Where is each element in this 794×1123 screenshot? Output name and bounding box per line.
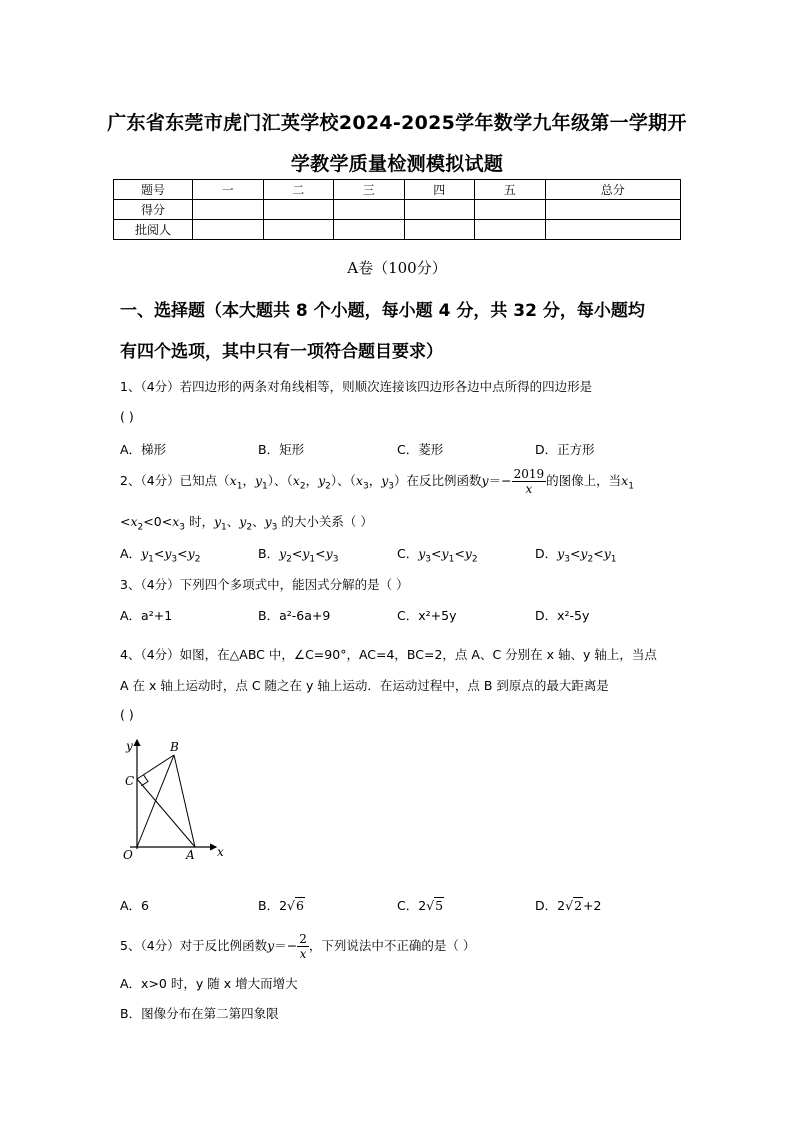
label-y: y	[126, 739, 133, 753]
q1-option-b[interactable]: B．矩形	[258, 442, 305, 457]
section-title: A卷（100分）	[347, 259, 447, 277]
segment-ca	[137, 779, 195, 847]
q1-option-c[interactable]: C．菱形	[397, 442, 444, 457]
label-a: A	[186, 848, 195, 862]
q2-mid: 在反比例函数	[406, 473, 482, 488]
score-row-label: 得分	[114, 200, 193, 220]
q4-option-c[interactable]: C．2√5	[397, 898, 444, 913]
label-c: C	[125, 774, 135, 788]
q1-answer-paren: ( )	[120, 409, 134, 424]
q2-line2-suffix: 的大小关系（ ）	[281, 514, 373, 529]
part1-heading-line1: 一、选择题（本大题共 8 个小题，每小题 4 分，共 32 分，每小题均	[120, 301, 645, 321]
score-table-row	[114, 220, 681, 240]
q4-option-d[interactable]: D．2√2+2	[535, 898, 602, 913]
q2-option-a[interactable]: A．$y_1<y_3<y_2$	[120, 546, 201, 565]
q4-line1: 4、（4分）如图，在△ABC 中，∠C=90°，AC=4，BC=2，点 A、C 分别在 x 轴、y 轴上，当点	[120, 647, 657, 662]
label-b: B	[170, 740, 179, 754]
q5-option-a[interactable]: A．x>0 时，y 随 x 增大而增大	[120, 976, 298, 991]
q1-text: 1、（4分）若四边形的两条对角线相等，则顺次连接该四边形各边中点所得的四边形是	[120, 379, 593, 394]
exam-title-line2: 学教学质量检测模拟试题	[290, 153, 504, 175]
label-o: O	[123, 848, 133, 862]
score-cell[interactable]	[334, 220, 405, 240]
q3-option-b[interactable]: B．a²-6a+9	[258, 608, 331, 623]
score-header-cell: 二	[263, 180, 334, 200]
q4-line2: A 在 x 轴上运动时，点 C 随之在 y 轴上运动．在运动过程中，点 B 到原点的最大距离是	[120, 678, 609, 693]
q2-fraction: $\frac{2019}{x}$	[513, 467, 545, 496]
score-cell[interactable]	[545, 200, 681, 220]
score-cell[interactable]	[404, 200, 475, 220]
score-cell[interactable]	[475, 220, 546, 240]
q2-option-b[interactable]: B．$y_2<y_1<y_3$	[258, 546, 339, 565]
score-cell[interactable]	[193, 200, 264, 220]
q5-line1: 5、（4分）对于反比例函数y＝− $\frac{2}{x}$ ，下列说法中不正确的是（ ）	[120, 932, 476, 961]
segment-ba	[174, 755, 195, 847]
q2-line2: $<x_2<0<x_3$ 时，$y_1$、$y_2$、$y_3$ 的大小关系（ ）	[120, 514, 373, 533]
score-header-cell: 四	[404, 180, 475, 200]
q3-option-d[interactable]: D．x²-5y	[535, 608, 590, 623]
score-header-cell: 一	[193, 180, 264, 200]
q4-option-b[interactable]: B．2√6	[258, 898, 304, 913]
score-row-label: 批阅人	[114, 220, 193, 240]
score-cell[interactable]	[263, 200, 334, 220]
q5-option-b[interactable]: B．图像分布在第二第四象限	[120, 1006, 279, 1021]
q4-option-a[interactable]: A．6	[120, 898, 150, 913]
score-header-cell: 三	[334, 180, 405, 200]
score-header-cell: 总分	[545, 180, 681, 200]
q5-suffix: ，下列说法中不正确的是（ ）	[308, 938, 476, 953]
segment-cb	[137, 755, 174, 779]
score-table	[113, 179, 681, 240]
q4-answer-paren: ( )	[120, 707, 134, 722]
q4-figure	[118, 735, 238, 865]
q2-line1: 2、（4分）已知点（$x_1$，$y_1$）、（$x_2$，$y_2$）、（$x_3$，$y_3$）在反比例函数y＝− $\frac{2019}{x}$ 的图像上，当$x_1$	[120, 467, 634, 496]
score-cell[interactable]	[334, 200, 405, 220]
score-cell[interactable]	[475, 200, 546, 220]
score-header-cell: 题号	[114, 180, 193, 200]
q1-option-d[interactable]: D．正方形	[535, 442, 595, 457]
score-table-header-row	[114, 180, 681, 200]
q2-suffix: 的图像上，当	[546, 473, 622, 488]
exam-title-line1: 广东省东莞市虎门汇英学校2024-2025学年数学九年级第一学期开	[107, 112, 687, 134]
score-cell[interactable]	[404, 220, 475, 240]
score-cell[interactable]	[545, 220, 681, 240]
q5-prefix: 5、（4分）对于反比例函数	[120, 938, 268, 953]
score-cell[interactable]	[193, 220, 264, 240]
q2-option-d[interactable]: D．$y_3<y_2<y_1$	[535, 546, 617, 565]
score-table-row	[114, 200, 681, 220]
label-x: x	[217, 845, 224, 859]
segment-ob	[137, 755, 174, 847]
q3-option-c[interactable]: C．x²+5y	[397, 608, 457, 623]
q3-text: 3、（4分）下列四个多项式中，能因式分解的是（ ）	[120, 577, 409, 592]
score-cell[interactable]	[263, 220, 334, 240]
q2-option-c[interactable]: C．$y_3<y_1<y_2$	[397, 546, 478, 565]
q3-option-a[interactable]: A．a²+1	[120, 608, 173, 623]
q5-fraction: $\frac{2}{x}$	[299, 932, 307, 961]
q1-option-a[interactable]: A．梯形	[120, 442, 167, 457]
q2-prefix: 2、（4分）已知点（	[120, 473, 230, 488]
part1-heading-line2: 有四个选项，其中只有一项符合题目要求）	[120, 342, 443, 362]
score-header-cell: 五	[475, 180, 546, 200]
right-angle-mark	[141, 775, 148, 786]
